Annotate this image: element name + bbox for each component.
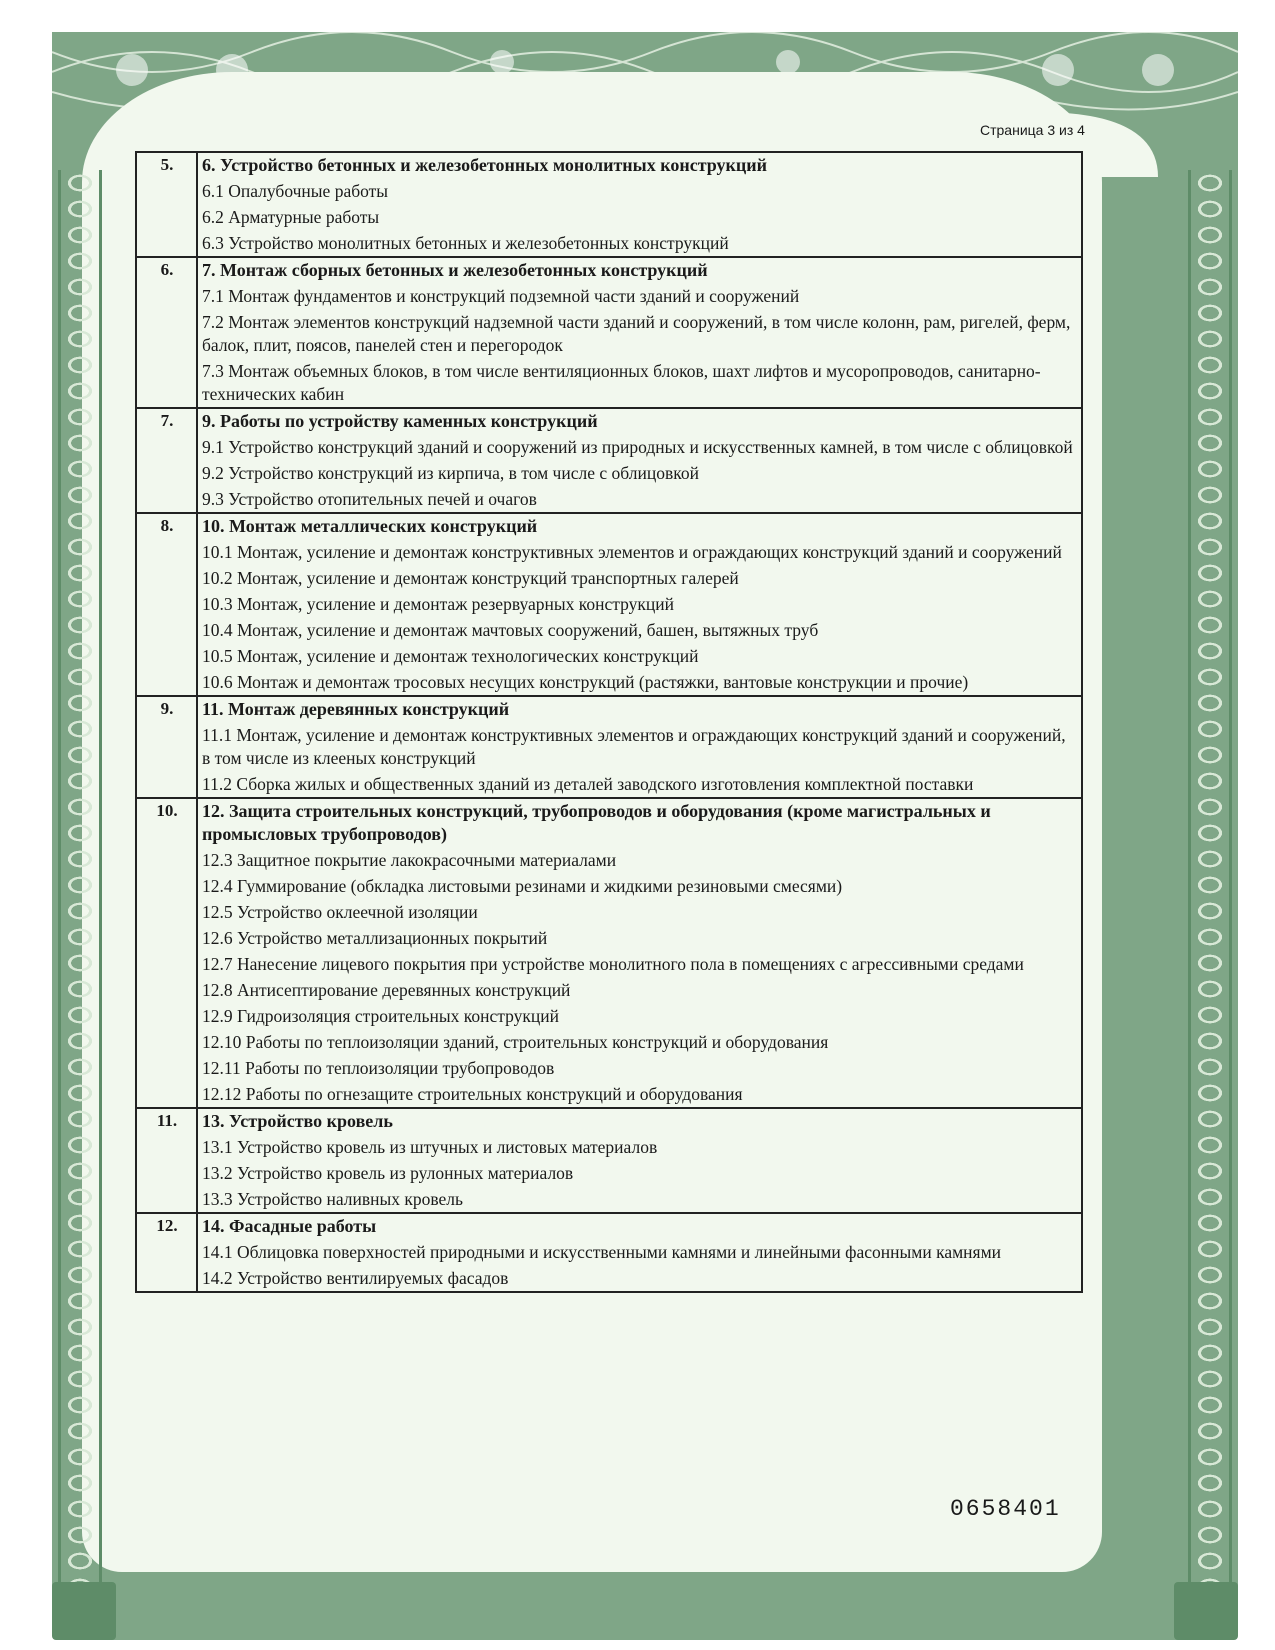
row-number: 9.: [136, 696, 197, 798]
work-item: 14.1 Облицовка поверхностей природными и искусственными камнями и линейными фасонными камнями: [202, 1242, 1002, 1262]
work-group-cell: [197, 1213, 1082, 1292]
row-number: 12.: [136, 1213, 197, 1292]
table-row: [136, 257, 1082, 408]
work-item: 9.1 Устройство конструкций зданий и сооружений из природных и искусственных камней, в том числе с облицовкой: [202, 437, 1073, 457]
work-item: 7.2 Монтаж элементов конструкций надземной части зданий и сооружений, в том числе колонн, рам, ригелей, ферм, балок, плит, поясов, панелей стен и перегородок: [202, 312, 1071, 355]
border-chain-right: [1188, 170, 1232, 1590]
work-item: 13.1 Устройство кровель из штучных и листовых материалов: [202, 1137, 658, 1157]
work-group-title: 14. Фасадные работы: [202, 1216, 377, 1236]
border-chain-left: [58, 170, 102, 1590]
work-group-cell: [197, 696, 1082, 798]
work-group-title: 9. Работы по устройству каменных конструкций: [202, 411, 598, 431]
work-group-title: 6. Устройство бетонных и железобетонных монолитных конструкций: [202, 155, 768, 175]
works-table: [135, 151, 1083, 1293]
work-item: 10.3 Монтаж, усиление и демонтаж резервуарных конструкций: [202, 594, 674, 614]
table-row: [136, 1213, 1082, 1292]
work-group-cell: [197, 1108, 1082, 1213]
table-row: [136, 408, 1082, 513]
work-item: 10.4 Монтаж, усиление и демонтаж мачтовых сооружений, башен, вытяжных труб: [202, 620, 819, 640]
work-item: 12.10 Работы по теплоизоляции зданий, строительных конструкций и оборудования: [202, 1032, 829, 1052]
work-item: 12.5 Устройство оклеечной изоляции: [202, 902, 478, 922]
table-row: [136, 798, 1082, 1108]
work-item: 12.11 Работы по теплоизоляции трубопроводов: [202, 1058, 555, 1078]
work-item: 10.6 Монтаж и демонтаж тросовых несущих конструкций (растяжки, вантовые конструкции и прочие): [202, 672, 969, 692]
work-item: 12.9 Гидроизоляция строительных конструкций: [202, 1006, 559, 1026]
work-group-title: 7. Монтаж сборных бетонных и железобетонных конструкций: [202, 260, 708, 280]
work-item: 6.3 Устройство монолитных бетонных и железобетонных конструкций: [202, 233, 729, 253]
row-number: 10.: [136, 798, 197, 1108]
row-number: 7.: [136, 408, 197, 513]
table-row: [136, 1108, 1082, 1213]
work-item: 11.2 Сборка жилых и общественных зданий из деталей заводского изготовления комплектной поставки: [202, 774, 974, 794]
work-item: 12.4 Гуммирование (обкладка листовыми резинами и жидкими резиновыми смесями): [202, 876, 843, 896]
work-item: 7.3 Монтаж объемных блоков, в том числе вентиляционных блоков, шахт лифтов и мусоропроводов, санитарно-технических кабин: [202, 361, 1041, 404]
border-corner-bottom-right: [1174, 1582, 1238, 1640]
row-number: 5.: [136, 152, 197, 257]
work-item: 14.2 Устройство вентилируемых фасадов: [202, 1268, 509, 1288]
table-row: [136, 513, 1082, 696]
work-item: 12.8 Антисептирование деревянных конструкций: [202, 980, 571, 1000]
work-item: 9.2 Устройство конструкций из кирпича, в том числе с облицовкой: [202, 463, 699, 483]
work-item: 11.1 Монтаж, усиление и демонтаж конструктивных элементов и ограждающих конструкций зданий и сооружений, в том числе из клееных конструкций: [202, 725, 1066, 768]
border-corner-bottom-left: [52, 1582, 116, 1640]
row-number: 11.: [136, 1108, 197, 1213]
table-row: [136, 696, 1082, 798]
work-item: 12.3 Защитное покрытие лакокрасочными материалами: [202, 850, 617, 870]
work-group-title: 10. Монтаж металлических конструкций: [202, 516, 538, 536]
work-item: 12.7 Нанесение лицевого покрытия при устройстве монолитного пола в помещениях с агрессивными средами: [202, 954, 1024, 974]
work-group-cell: [197, 152, 1082, 257]
work-item: 12.12 Работы по огнезащите строительных конструкций и оборудования: [202, 1084, 743, 1104]
page-number: Страница 3 из 4: [980, 122, 1085, 138]
work-group-cell: [197, 408, 1082, 513]
work-item: 7.1 Монтаж фундаментов и конструкций подземной части зданий и сооружений: [202, 286, 800, 306]
work-group-title: 13. Устройство кровель: [202, 1111, 393, 1131]
work-group-cell: [197, 257, 1082, 408]
work-item: 10.5 Монтаж, усиление и демонтаж технологических конструкций: [202, 646, 699, 666]
work-item: 13.3 Устройство наливных кровель: [202, 1189, 464, 1209]
work-item: 6.1 Опалубочные работы: [202, 181, 389, 201]
table-row: [136, 152, 1082, 257]
work-item: 10.2 Монтаж, усиление и демонтаж конструкций транспортных галерей: [202, 568, 739, 588]
serial-number: 0658401: [950, 1496, 1061, 1522]
row-number: 8.: [136, 513, 197, 696]
work-group-cell: [197, 798, 1082, 1108]
work-item: 10.1 Монтаж, усиление и демонтаж конструктивных элементов и ограждающих конструкций зданий и сооружений: [202, 542, 1062, 562]
work-group-title: 12. Защита строительных конструкций, трубопроводов и оборудования (кроме магистральных и промысловых трубопроводов): [202, 801, 991, 844]
work-group-title: 11. Монтаж деревянных конструкций: [202, 699, 510, 719]
work-group-cell: [197, 513, 1082, 696]
work-item: 12.6 Устройство металлизационных покрытий: [202, 928, 548, 948]
work-item: 9.3 Устройство отопительных печей и очагов: [202, 489, 537, 509]
work-item: 13.2 Устройство кровель из рулонных материалов: [202, 1163, 574, 1183]
work-item: 6.2 Арматурные работы: [202, 207, 380, 227]
row-number: 6.: [136, 257, 197, 408]
